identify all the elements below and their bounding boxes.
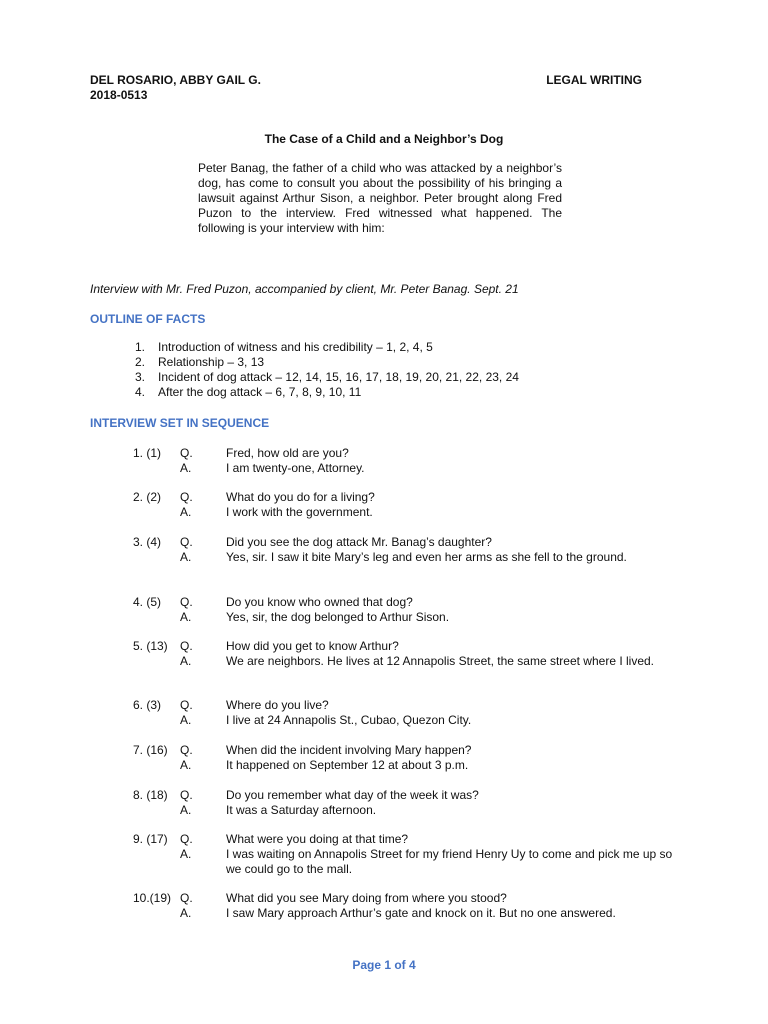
list-item-text: Incident of dog attack – 12, 14, 15, 16, 17, 18, 19, 20, 21, 22, 23, 24 — [158, 370, 519, 384]
document-header — [90, 73, 642, 103]
qa-item — [0, 595, 768, 625]
question-text: When did the incident involving Mary happen? — [226, 743, 472, 757]
qa-number: 9. (17) — [133, 832, 168, 846]
outline-heading: OUTLINE OF FACTS — [90, 312, 206, 326]
answer-text: Yes, sir, the dog belonged to Arthur Sison. — [226, 610, 450, 624]
qa-item — [0, 698, 768, 728]
question-label: Q. — [180, 639, 193, 653]
qa-item — [0, 446, 768, 476]
author-name: DEL ROSARIO, ABBY GAIL G. — [90, 73, 261, 87]
question-label: Q. — [180, 595, 193, 609]
qa-number: 4. (5) — [133, 595, 162, 609]
page-number: Page 1 of 4 — [352, 958, 416, 972]
answer-text: I work with the government. — [226, 505, 373, 519]
answer-label: A. — [180, 505, 192, 519]
list-item — [135, 370, 519, 385]
question-text: Did you see the dog attack Mr. Banag’s daughter? — [226, 535, 492, 549]
list-item-text: Introduction of witness and his credibility – 1, 2, 4, 5 — [158, 340, 433, 354]
question-label: Q. — [180, 446, 193, 460]
qa-number: 1. (1) — [133, 446, 162, 460]
answer-label: A. — [180, 758, 192, 772]
question-text: What do you do for a living? — [226, 490, 375, 504]
answer-label: A. — [180, 654, 192, 668]
question-text: How did you get to know Arthur? — [226, 639, 399, 653]
question-label: Q. — [180, 490, 193, 504]
answer-text: We are neighbors. He lives at 12 Annapolis Street, the same street where I lived. — [226, 654, 655, 668]
document-title: The Case of a Child and a Neighbor’s Dog — [264, 132, 504, 146]
answer-label: A. — [180, 610, 192, 624]
answer-text: I live at 24 Annapolis St., Cubao, Quezon City. — [226, 713, 472, 727]
qa-item — [0, 490, 768, 520]
question-text: Where do you live? — [226, 698, 329, 712]
qa-number: 3. (4) — [133, 535, 162, 549]
answer-label: A. — [180, 461, 192, 475]
list-item — [135, 385, 519, 400]
answer-label: A. — [180, 906, 192, 920]
qa-item — [0, 891, 768, 921]
student-id: 2018-0513 — [90, 88, 148, 102]
answer-text: Yes, sir. I saw it bite Mary’s leg and even her arms as she fell to the ground. — [226, 550, 627, 564]
answer-text: It was a Saturday afternoon. — [226, 803, 377, 817]
list-item-text: Relationship – 3, 13 — [158, 355, 265, 369]
answer-label: A. — [180, 803, 192, 817]
qa-item — [0, 535, 768, 565]
question-label: Q. — [180, 535, 193, 549]
list-item — [135, 340, 519, 355]
answer-label: A. — [180, 550, 192, 564]
question-label: Q. — [180, 698, 193, 712]
sequence-heading: INTERVIEW SET IN SEQUENCE — [90, 416, 270, 430]
interview-line: Interview with Mr. Fred Puzon, accompanied by client, Mr. Peter Banag. Sept. 21 — [90, 282, 519, 296]
list-item-number: 4. — [135, 385, 146, 399]
question-label: Q. — [180, 832, 193, 846]
question-label: Q. — [180, 891, 193, 905]
course-name: LEGAL WRITING — [546, 73, 642, 87]
qa-item — [0, 639, 768, 669]
question-text: Fred, how old are you? — [226, 446, 349, 460]
list-item-number: 1. — [135, 340, 146, 354]
intro-paragraph: Peter Banag, the father of a child who was attacked by a neighbor’s dog, has come to consult you about the possibility of his bringing a lawsuit against Arthur Sison, a neighbor. Peter brought along Fred Puzon to the interview. Fred witnessed what happened. The following is your interview with him: — [198, 161, 562, 235]
answer-text: I was waiting on Annapolis Street for my friend Henry Uy to come and pick me up so we could go to the mall. — [226, 847, 673, 876]
qa-number: 2. (2) — [133, 490, 162, 504]
qa-number: 10.(19) — [133, 891, 172, 905]
question-label: Q. — [180, 788, 193, 802]
qa-item — [0, 832, 768, 877]
list-item-number: 3. — [135, 370, 146, 384]
qa-number: 6. (3) — [133, 698, 162, 712]
list-item — [135, 355, 519, 370]
question-text: What were you doing at that time? — [226, 832, 409, 846]
answer-text: I am twenty-one, Attorney. — [226, 461, 365, 475]
question-label: Q. — [180, 743, 193, 757]
qa-item — [0, 743, 768, 773]
list-item-text: After the dog attack – 6, 7, 8, 9, 10, 11 — [158, 385, 362, 399]
answer-label: A. — [180, 847, 192, 861]
qa-item — [0, 788, 768, 818]
question-text: Do you remember what day of the week it was? — [226, 788, 479, 802]
list-item-number: 2. — [135, 355, 146, 369]
qa-number: 5. (13) — [133, 639, 168, 653]
answer-label: A. — [180, 713, 192, 727]
question-text: What did you see Mary doing from where you stood? — [226, 891, 507, 905]
outline-list — [135, 340, 519, 400]
qa-number: 8. (18) — [133, 788, 168, 802]
answer-text: It happened on September 12 at about 3 p.m. — [226, 758, 469, 772]
question-text: Do you know who owned that dog? — [226, 595, 413, 609]
qa-number: 7. (16) — [133, 743, 168, 757]
answer-text: I saw Mary approach Arthur’s gate and knock on it. But no one answered. — [226, 906, 616, 920]
